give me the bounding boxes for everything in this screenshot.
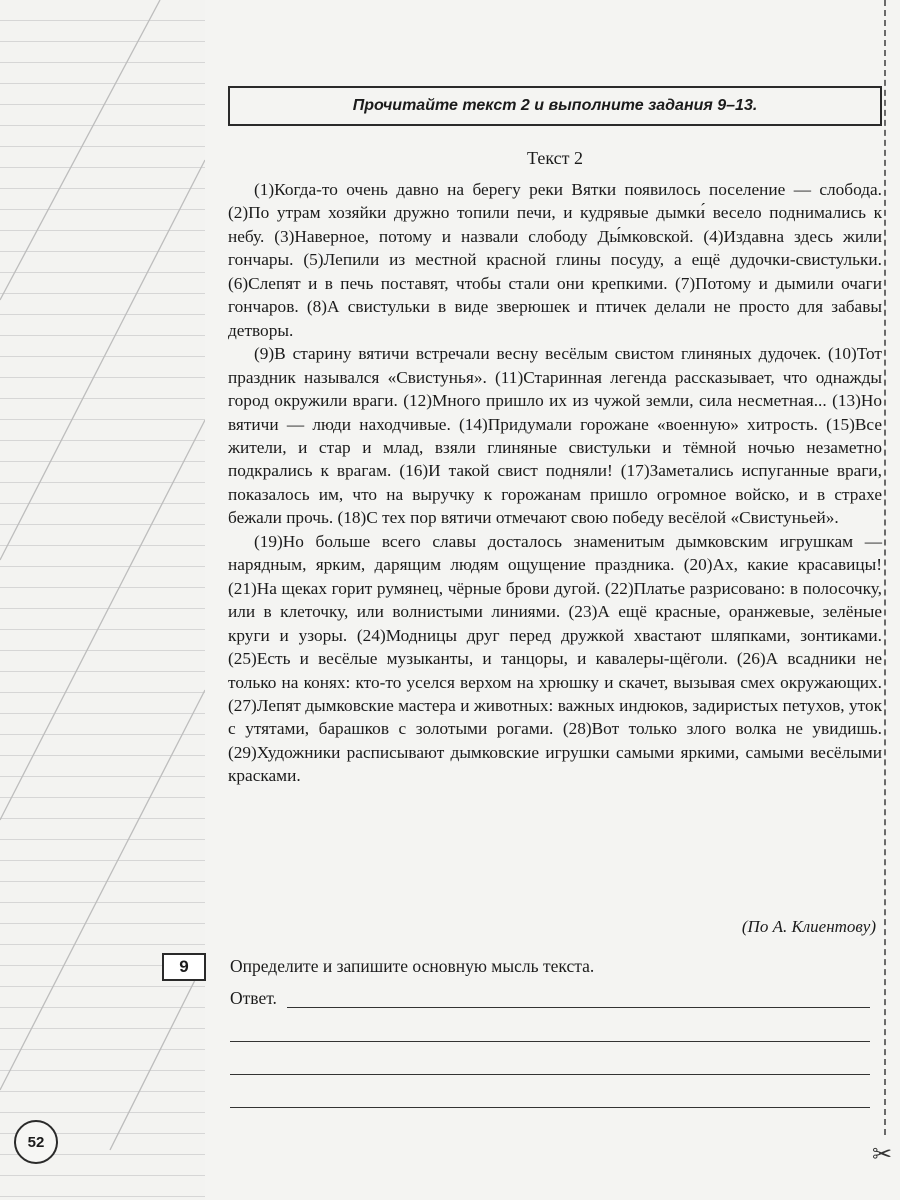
instruction-box	[228, 86, 882, 126]
text-title: Текст 2	[527, 148, 583, 168]
scissors-icon: ✂	[872, 1142, 893, 1168]
task-number: 9	[179, 957, 189, 976]
paragraph: (19)Но больше всего славы досталось знаменитым дымковским игрушкам — нарядным, ярким, дарящим людям ощущение праздника. (20)Ах, какие красавицы! (21)На щеках горит румянец, чёрные брови дугой. (22)Платье разрисовано: в полосочку, или в клеточку, или волнистыми линиями. (23)А ещё красные, оранжевые, зелёные круги и узоры. (24)Модницы друг перед дружкой хвастают шляпками, зонтиками. (25)Есть и весёлые музыканты, и танцоры, и кавалеры-щёголи. (26)А всадники не только на конях: кто-то уселся верхом на хрюшку и скачет, вызывая смех окружающих. (27)Лепят дымковские мастера и животных: важных индюков, задиристых петухов, уток с утятами, барашков с золотыми рогами. (28)Вот только злого волка не увидишь. (29)Художники расписывают дымковские игрушки самыми яркими, самыми весёлыми красками.	[228, 531, 882, 786]
answer-line[interactable]	[287, 1007, 870, 1008]
paragraph: (1)Когда-то очень давно на берегу реки Вятки появилось поселение — слобода. (2)По утрам хозяйки дружно топили печи, и кудрявые дымки́ весело поднимались к небу. (3)Наверное, потому и назвали слободу Ды́мковской. (4)Издавна здесь жили гончары. (5)Лепили из местной красной глины посуду, а ещё дудочки-свистульки. (6)Слепят и в печь поставят, чтобы стали они крепкими. (7)Потому и дымили очаги гончаров. (8)А свистульки в виде зверюшек и птичек делали не просто для забавы детворы.	[228, 180, 882, 340]
answer-line[interactable]	[230, 1107, 870, 1108]
instruction-text: Прочитайте текст 2 и выполните задания 9–13.	[352, 97, 758, 114]
margin-diagonal-lines	[0, 0, 205, 1200]
page-number-badge	[14, 1120, 58, 1164]
paragraph: (9)В старину вятичи встречали весну весёлым свистом глиняных дудочек. (10)Тот праздник назывался «Свистунья». (11)Старинная легенда рассказывает, что однажды город окружили враги. (12)Много пришло их из чужой земли, сила несметная... (13)Но вятичи — люди находчивые. (14)Придумали горожане «военную» хитрость. (15)Все жители, и стар и млад, взяли глиняные свистульки и тёмной ночью незаметно подкрались к врагам. (16)И такой свист подняли! (17)Заметались испуганные враги, показалось им, что на выручку к горожанам пришло огромное войско, и в страхе бежали прочь. (18)С тех пор вятичи отмечают свою победу весёлой «Свистуньей».	[228, 344, 882, 528]
cut-line	[884, 0, 886, 1135]
answer-line[interactable]	[230, 1041, 870, 1042]
task-number-box	[162, 953, 206, 981]
answer-line[interactable]	[230, 1074, 870, 1075]
answer-label: Ответ.	[230, 988, 277, 1008]
task-question: Определите и запишите основную мысль текста.	[230, 956, 595, 976]
text-attribution: (По А. Клиентову)	[741, 917, 876, 936]
page-number: 52	[27, 1133, 45, 1151]
text-body	[228, 178, 882, 788]
